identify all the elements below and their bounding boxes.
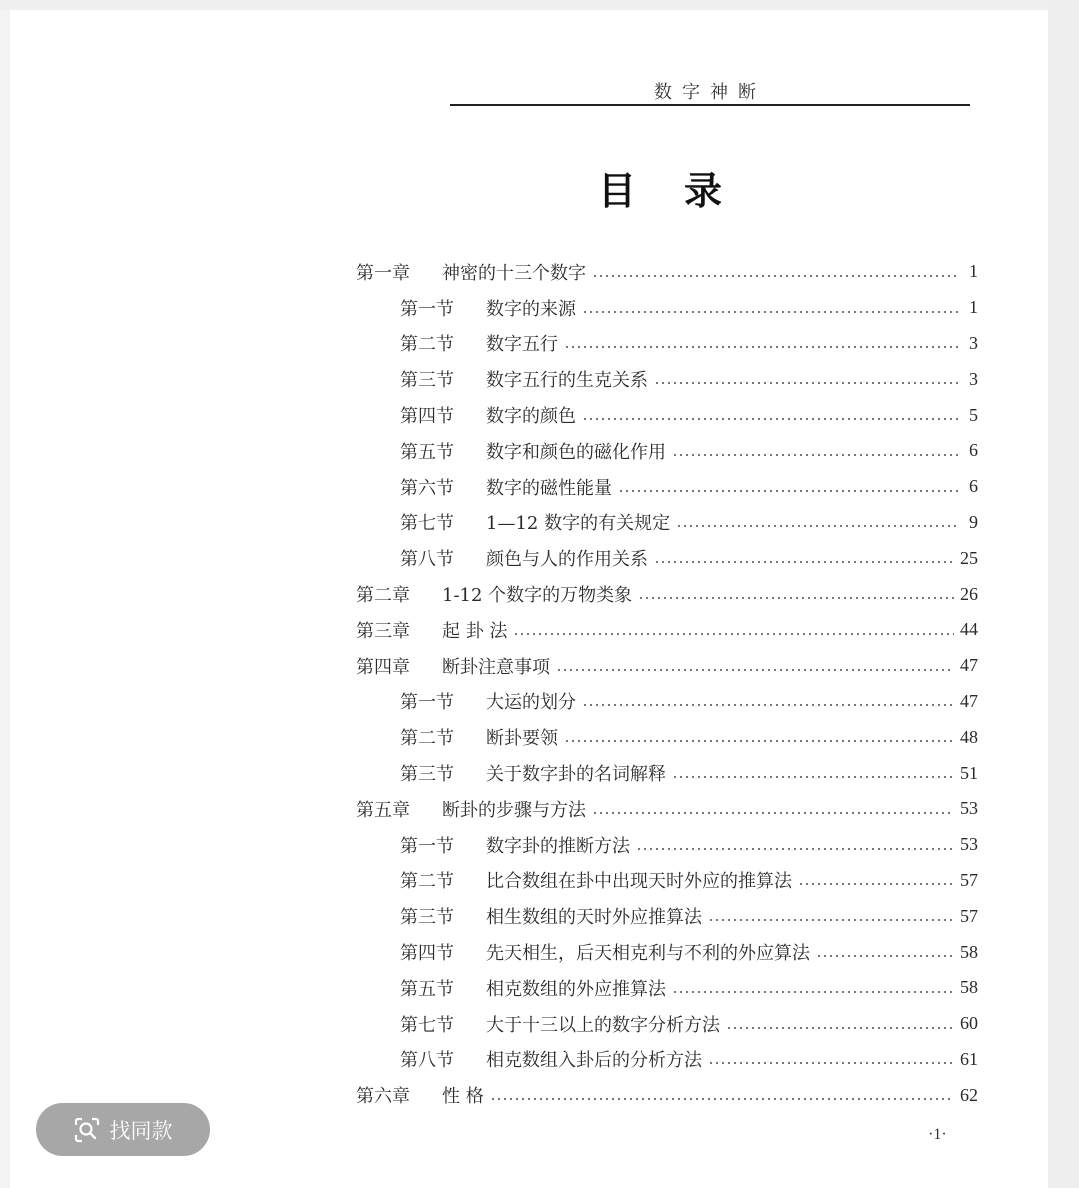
entry-title: 数字的来源	[486, 298, 576, 320]
entry-number: 第五节	[400, 441, 454, 463]
entry-number: 第四节	[400, 406, 454, 428]
entry-number: 第二章	[356, 585, 410, 607]
toc-section-entry	[356, 719, 978, 755]
entry-title: 断卦的步骤与方法	[442, 799, 586, 821]
dot-leader	[556, 669, 954, 671]
entry-title: 断卦注意事项	[442, 656, 550, 678]
entry-title: 相生数组的天时外应推算法	[486, 907, 702, 929]
entry-page-number: 3	[969, 332, 978, 353]
entry-page-number: 57	[960, 869, 978, 890]
dot-leader	[564, 740, 954, 742]
entry-number: 第三节	[400, 764, 454, 786]
entry-title: 先天相生，后天相克利与不利的外应算法	[486, 943, 810, 965]
entry-page-number: 62	[960, 1084, 978, 1105]
running-head: 数字神断	[654, 82, 766, 103]
find-similar-label: 找同款	[109, 1118, 173, 1143]
dot-leader	[638, 597, 954, 599]
toc-section-entry	[356, 827, 978, 863]
dot-leader	[636, 848, 954, 850]
entry-page-number: 5	[969, 404, 978, 425]
dot-leader	[592, 275, 958, 277]
entry-number: 第一节	[400, 298, 454, 320]
entry-title: 性 格	[442, 1086, 484, 1108]
entry-page-number: 58	[960, 941, 978, 962]
entry-title: 数字五行	[486, 334, 558, 356]
entry-title: 数字的磁性能量	[486, 477, 612, 499]
entry-title: 比合数组在卦中出现天时外应的推算法	[486, 871, 792, 893]
entry-page-number: 47	[960, 690, 978, 711]
dot-leader	[798, 883, 954, 885]
entry-title: 颜色与人的作用关系	[486, 549, 648, 571]
entry-number: 第一章	[356, 262, 410, 284]
entry-page-number: 3	[969, 368, 978, 389]
top-strip	[0, 0, 1079, 10]
find-similar-button[interactable]	[36, 1103, 210, 1156]
entry-page-number: 53	[960, 798, 978, 819]
toc-section-entry	[356, 1042, 978, 1078]
entry-title: 数字和颜色的磁化作用	[486, 441, 666, 463]
entry-number: 第五章	[356, 799, 410, 821]
toc-chapter-entry	[356, 612, 978, 648]
entry-title: 1-12 个数字的万物类象	[442, 585, 633, 607]
entry-number: 第五节	[400, 978, 454, 1000]
entry-page-number: 6	[969, 440, 978, 461]
entry-number: 第二节	[400, 871, 454, 893]
dot-leader	[672, 776, 954, 778]
entry-title: 大运的划分	[486, 692, 576, 714]
toc-section-entry	[356, 684, 978, 720]
entry-page-number: 9	[969, 511, 978, 532]
entry-title: 数字的颜色	[486, 406, 576, 428]
toc-chapter-entry	[356, 576, 978, 612]
entry-number: 第八节	[400, 549, 454, 571]
toc-section-entry	[356, 970, 978, 1006]
entry-number: 第一节	[400, 692, 454, 714]
dot-leader	[672, 991, 954, 993]
entry-number: 第八节	[400, 1050, 454, 1072]
dot-leader	[654, 561, 954, 563]
entry-title: 相克数组入卦后的分析方法	[486, 1050, 702, 1072]
entry-page-number: 25	[960, 547, 978, 568]
entry-page-number: 60	[960, 1013, 978, 1034]
entry-title: 断卦要领	[486, 728, 558, 750]
entry-number: 第四节	[400, 943, 454, 965]
entry-page-number: 26	[960, 583, 978, 604]
toc-section-entry	[356, 397, 978, 433]
toc-chapter-entry	[356, 791, 978, 827]
header-rule	[450, 104, 970, 106]
toc-title: 目录	[598, 168, 771, 213]
entry-page-number: 47	[960, 655, 978, 676]
toc-chapter-entry	[356, 648, 978, 684]
entry-number: 第三节	[400, 370, 454, 392]
toc-section-entry	[356, 863, 978, 899]
dot-leader	[490, 1098, 954, 1100]
entry-page-number: 57	[960, 905, 978, 926]
entry-number: 第三章	[356, 620, 410, 642]
table-of-contents	[356, 254, 978, 1113]
dot-leader	[672, 454, 958, 456]
dot-leader	[513, 633, 954, 635]
entry-page-number: 1	[969, 261, 978, 282]
toc-section-entry	[356, 755, 978, 791]
entry-page-number: 61	[960, 1048, 978, 1069]
toc-section-entry	[356, 290, 978, 326]
dot-leader	[708, 919, 954, 921]
entry-page-number: 6	[969, 476, 978, 497]
toc-section-entry	[356, 505, 978, 541]
dot-leader	[582, 704, 954, 706]
toc-section-entry	[356, 1006, 978, 1042]
dot-leader	[564, 346, 958, 348]
dot-leader	[582, 311, 958, 313]
entry-title: 大于十三以上的数字分析方法	[486, 1014, 720, 1036]
dot-leader	[676, 525, 958, 527]
toc-section-entry	[356, 433, 978, 469]
entry-title: 起 卦 法	[442, 620, 508, 642]
entry-number: 第六章	[356, 1086, 410, 1108]
entry-number: 第四章	[356, 656, 410, 678]
entry-number: 第六节	[400, 477, 454, 499]
entry-page-number: 48	[960, 726, 978, 747]
entry-title: 关于数字卦的名词解释	[486, 764, 666, 786]
entry-page-number: 58	[960, 977, 978, 998]
dot-leader	[654, 382, 958, 384]
toc-chapter-entry	[356, 254, 978, 290]
entry-number: 第七节	[400, 513, 454, 535]
entry-title: 数字五行的生克关系	[486, 370, 648, 392]
toc-section-entry	[356, 934, 978, 970]
toc-section-entry	[356, 898, 978, 934]
entry-number: 第二节	[400, 728, 454, 750]
dot-leader	[618, 490, 958, 492]
toc-chapter-entry	[356, 1077, 978, 1113]
dot-leader	[582, 418, 958, 420]
scan-icon	[74, 1117, 100, 1143]
dot-leader	[726, 1027, 954, 1029]
entry-number: 第七节	[400, 1014, 454, 1036]
entry-title: 1—12 数字的有关规定	[486, 513, 671, 535]
entry-title: 数字卦的推断方法	[486, 835, 630, 857]
dot-leader	[708, 1062, 954, 1064]
dot-leader	[816, 955, 954, 957]
dot-leader	[592, 812, 954, 814]
entry-page-number: 44	[960, 619, 978, 640]
toc-section-entry	[356, 540, 978, 576]
entry-page-number: 51	[960, 762, 978, 783]
entry-title: 相克数组的外应推算法	[486, 978, 666, 1000]
toc-section-entry	[356, 326, 978, 362]
entry-title: 神密的十三个数字	[442, 262, 586, 284]
entry-number: 第三节	[400, 907, 454, 929]
page-edge	[1048, 0, 1079, 1188]
toc-section-entry	[356, 361, 978, 397]
entry-page-number: 53	[960, 834, 978, 855]
page-number: ·1·	[928, 1126, 947, 1143]
toc-section-entry	[356, 469, 978, 505]
entry-number: 第二节	[400, 334, 454, 356]
entry-number: 第一节	[400, 835, 454, 857]
entry-page-number: 1	[969, 297, 978, 318]
